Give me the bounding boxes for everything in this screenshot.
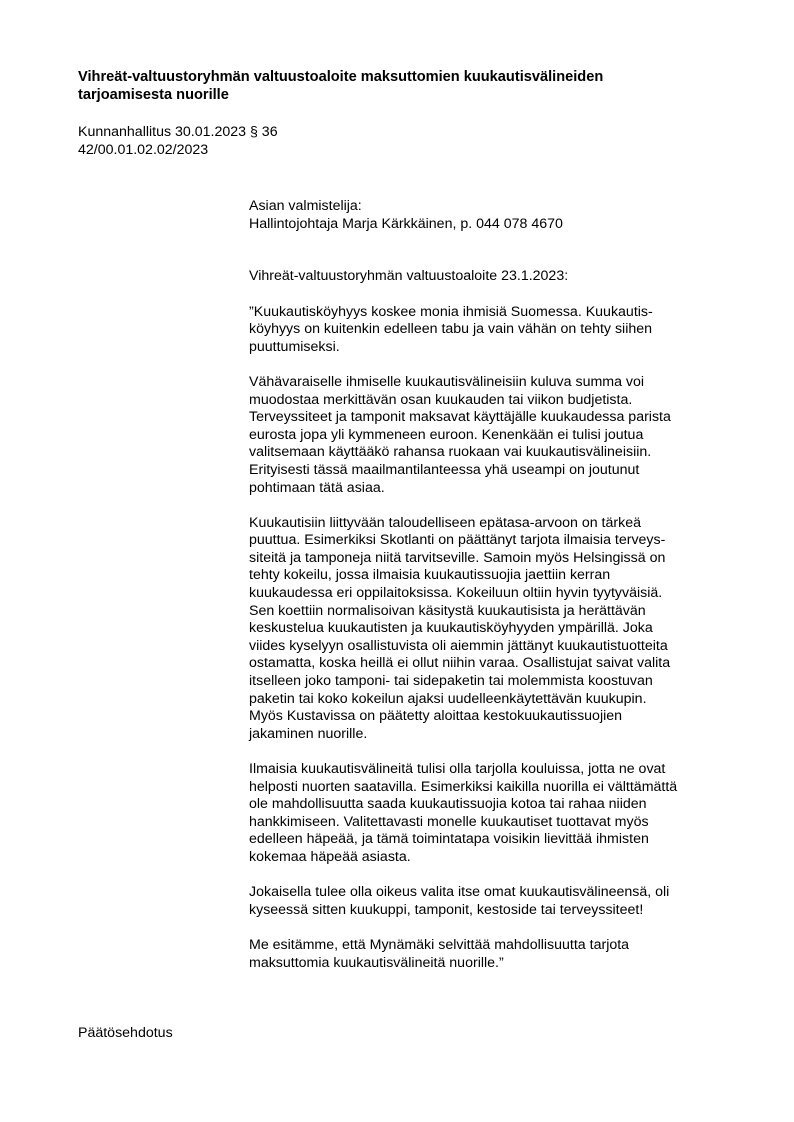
paragraph-line: paketin tai koko kokeilun ajaksi uudelleenkäytettävän kuukupin. [249,690,647,707]
paragraph-line: puuttua. Esimerkiksi Skotlanti on päättänyt tarjota ilmaisia terveys- [249,532,666,549]
paragraph-line: Sen koettiin normalisoivan käsitystä kuukautisista ja herättävän [249,602,646,619]
paragraph-4 [249,761,719,867]
preparer-block [249,198,719,233]
meeting-reference: Kunnanhallitus 30.01.2023 § 36 [78,124,278,140]
paragraph-line: siteitä ja tamponeja niitä tarvitseville. Samoin myös Helsingissä on [249,549,666,566]
preparer-name: Hallintojohtaja Marja Kärkkäinen, p. 044 078 4670 [249,215,563,232]
paragraph-6 [249,937,719,972]
paragraph-line: valitsemaan käyttääkö rahansa ruokaan vai kuukautisvälineisiin. [249,444,652,461]
paragraph-line: Kuukautisiin liittyvään taloudelliseen epätasa-arvoon on tärkeä [249,514,641,531]
paragraph-line: Erityisesti tässä maailmantilanteessa yhä useampi on joutunut [249,461,640,478]
paragraph-1 [249,304,719,357]
meeting-meta [78,124,478,159]
preparer-label: Asian valmistelija: [249,198,362,214]
paragraph-line: Me esitämme, että Mynämäki selvittää mahdollisuutta tarjota [249,936,630,953]
paragraph-line: Myös Kustavissa on päätetty aloittaa kestokuukautissuojien [249,708,623,725]
paragraph-line: maksuttomia kuukautisvälineitä nuorille.” [249,954,504,971]
paragraph-line: kokemaa häpeää asiasta. [249,848,411,865]
paragraph-3 [249,515,719,744]
paragraph-line: pohtimaan tätä asiaa. [249,479,385,496]
document-title [78,68,718,104]
case-number: 42/00.01.02.02/2023 [78,141,209,158]
paragraph-line: eurosta jopa yli kymmeneen euroon. Kenenkään ei tulisi joutua [249,426,644,443]
paragraph-line: Terveyssiteet ja tamponit maksavat käyttäjälle kuukaudessa parista [249,409,671,426]
paragraph-line: tehty kokeilu, jossa ilmaisia kuukautissuojia jaettiin kerran [249,567,611,584]
paragraph-line: kyseessä sitten kuukuppi, tamponit, kestoside tai terveyssiteet! [249,901,644,918]
paragraph-line: itselleen joko tamponi- tai sidepaketin tai molemmista koostuvan [249,673,653,690]
paragraph-line: Vähävaraiselle ihmiselle kuukautisvälineisiin kuluva summa voi [249,373,645,390]
paragraph-line: Jokaisella tulee olla oikeus valita itse omat kuukautisvälineensä, oli [249,884,670,901]
paragraph-line: muodostaa merkittävän osan kuukauden tai viikon budjetista. [249,391,633,408]
intro-line: Vihreät-valtuustoryhmän valtuustoaloite 23.1.2023: [249,268,569,285]
paragraph-line: ostamatta, koska heillä ei ollut niihin varaa. Osallistujat saivat valita [249,655,671,672]
initiative-intro [249,268,719,286]
paragraph-line: ”Kuukautisköyhyys koskee monia ihmisiä Suomessa. Kuukautis- [249,303,653,320]
paragraph-line: puuttumiseksi. [249,338,340,355]
paragraph-line: hankkimiseen. Valitettavasti monelle kuukautiset tuottavat myös [249,813,649,830]
paragraph-line: ole mahdollisuutta saada kuukautissuojia kotoa tai rahaa niiden [249,796,647,813]
paragraph-line: keskustelua kuukautisten ja kuukautisköyhyyden ympärillä. Joka [249,620,653,637]
paragraph-line: kuukaudessa eri oppilaitoksissa. Kokeiluun oltiin hyvin tyytyväisiä. [249,585,663,602]
paragraph-line: edelleen häpeää, ja tämä toimintatapa voisikin lievittää ihmisten [249,831,649,848]
document-body [249,198,719,972]
paragraph-line: köyhyys on kuitenkin edelleen tabu ja vain vähän on tehty siihen [249,321,653,338]
title-line: tarjoamisesta nuorille [78,87,229,103]
paragraph-line: jakaminen nuorille. [249,725,368,742]
title-line: Vihreät-valtuustoryhmän valtuustoaloite maksuttomien kuukautisvälineiden [78,69,604,85]
decision-proposal-heading: Päätösehdotus [78,1025,173,1041]
paragraph-5 [249,884,719,919]
paragraph-2 [249,374,719,497]
paragraph-line: helposti nuorten saatavilla. Esimerkiksi kaikilla nuorilla ei välttämättä [249,778,678,795]
paragraph-line: Ilmaisia kuukautisvälineitä tulisi olla tarjolla kouluissa, jotta ne ovat [249,761,666,777]
paragraph-line: viides kyselyyn osallistuvista oli aiemmin jättänyt kuukautistuotteita [249,637,668,654]
